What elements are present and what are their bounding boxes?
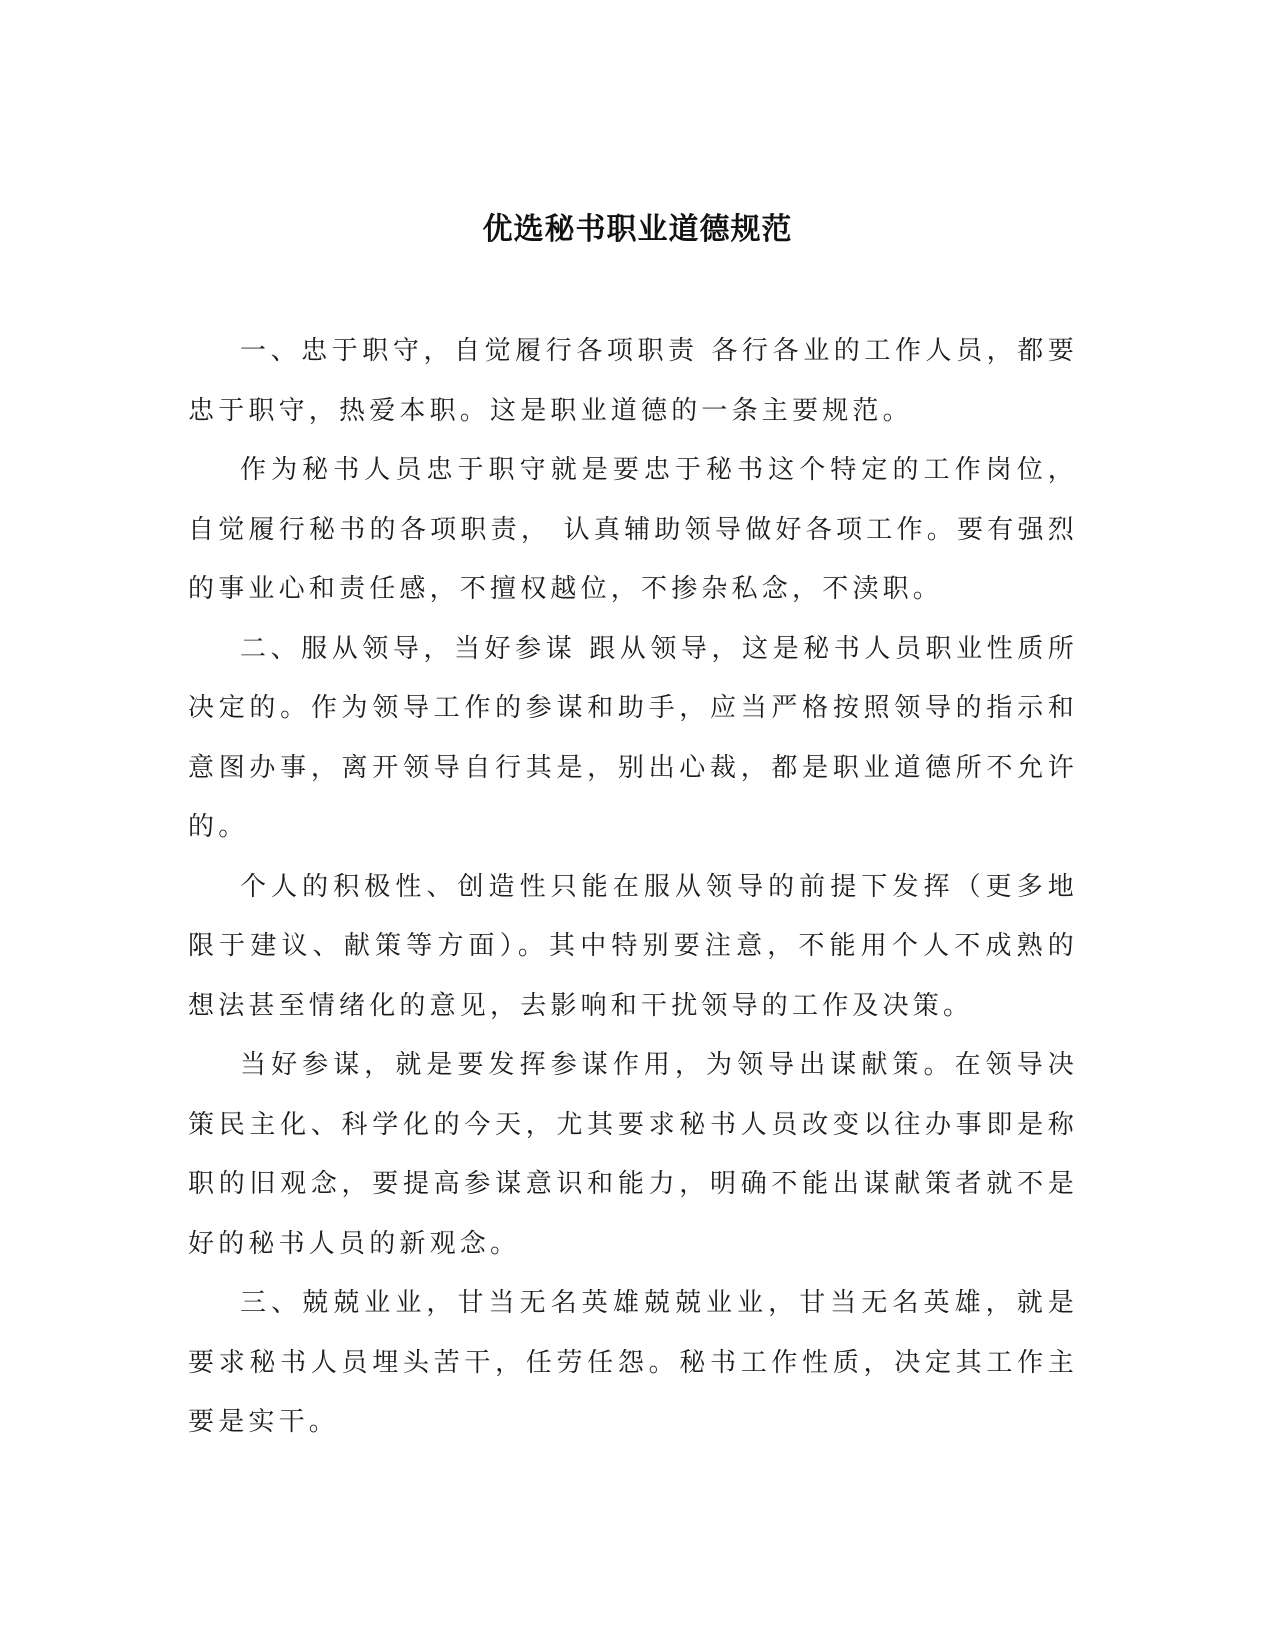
document-body [188,322,1078,1453]
paragraph-4: 个人的积极性、创造性只能在服从领导的前提下发挥（更多地限于建议、献策等方面）。其中特别要注意，不能用个人不成熟的想法甚至情绪化的意见，去影响和干扰领导的工作及决策。 [188,871,1078,1021]
paragraph-2: 作为秘书人员忠于职守就是要忠于秘书这个特定的工作岗位，自觉履行秘书的各项职责， 认真辅助领导做好各项工作。要有强烈的事业心和责任感，不擅权越位，不掺杂私念，不渎职。 [188,455,1078,604]
document-title: 优选秘书职业道德规范 [482,212,793,247]
paragraph-6: 三、兢兢业业，甘当无名英雄兢兢业业，甘当无名英雄，就是要求秘书人员埋头苦干，任劳任怨。秘书工作性质，决定其工作主要是实干。 [188,1288,1078,1437]
paragraph-1: 一、忠于职守，自觉履行各项职责 各行各业的工作人员，都要忠于职守，热爱本职。这是职业道德的一条主要规范。 [188,336,1078,426]
paragraph-5: 当好参谋，就是要发挥参谋作用，为领导出谋献策。在领导决策民主化、科学化的今天，尤其要求秘书人员改变以往办事即是称职的旧观念，要提高参谋意识和能力，明确不能出谋献策者就不是好的秘书人员的新观念。 [188,1050,1078,1259]
paragraph-3: 二、服从领导，当好参谋 跟从领导，这是秘书人员职业性质所决定的。作为领导工作的参谋和助手，应当严格按照领导的指示和意图办事，离开领导自行其是，别出心裁，都是职业道德所不允许的。 [188,633,1078,842]
